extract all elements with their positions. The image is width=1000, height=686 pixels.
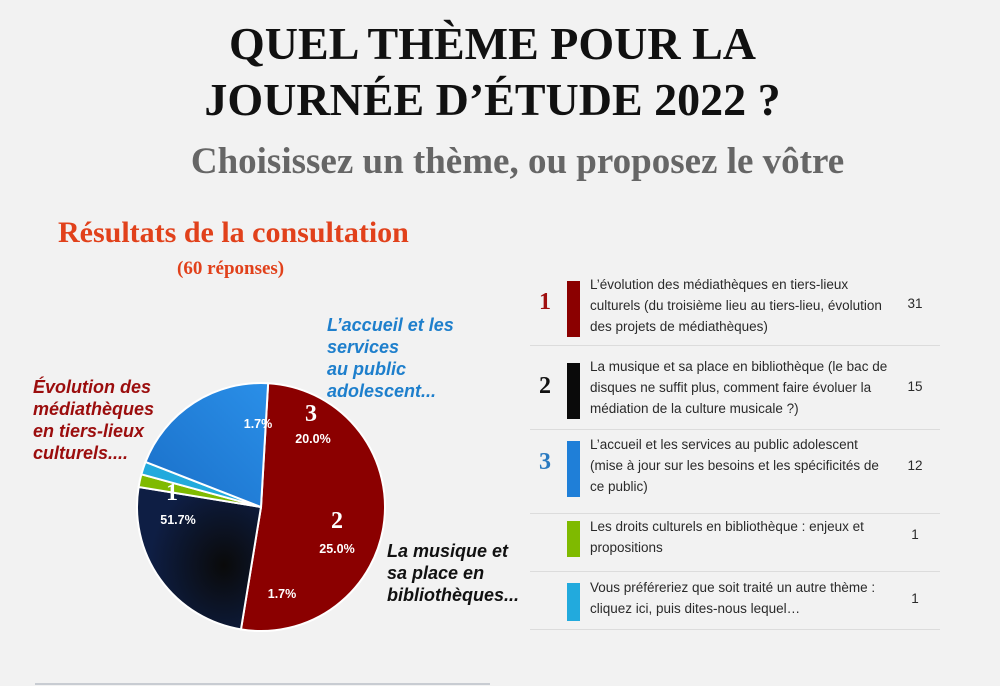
legend-row: [530, 429, 940, 514]
legend-swatch: [567, 583, 580, 621]
callout-2-line: bibliothèques...: [387, 585, 520, 605]
slice-percent-label: 1.7%: [243, 417, 273, 431]
legend-count: 31: [907, 296, 923, 311]
legend-rank: 2: [539, 373, 551, 399]
legend-rank: 3: [539, 449, 551, 475]
slice-rank-label: 1: [166, 480, 178, 506]
callout-1-line: en tiers-lieux: [33, 421, 145, 441]
bottom-divider: [35, 683, 490, 685]
title-line-1: QUEL THÈME POUR LA: [229, 18, 756, 69]
slice-rank-label: 3: [305, 401, 317, 427]
legend-rank: 1: [539, 289, 551, 315]
legend-row: [530, 271, 940, 346]
legend-count: 15: [907, 379, 923, 394]
page-subtitle: Choisissez un thème, ou proposez le vôtre: [190, 141, 845, 182]
slice-percent-label: 51.7%: [160, 513, 196, 527]
legend-count: 1: [911, 527, 919, 542]
legend-label: L’évolution des médiathèques en tiers-lieux culturels (du troisième lieu au tiers-lieu, évolution des projets de médiathèques): [590, 277, 882, 334]
slice-percent-label: 20.0%: [295, 432, 331, 446]
callout-2-line: sa place en: [387, 563, 485, 583]
callout-1-line: culturels....: [33, 443, 129, 463]
callout-3-line: L’accueil et les: [327, 315, 454, 335]
legend-count: 1: [911, 591, 919, 606]
legend-row: [530, 513, 940, 572]
legend-label: Les droits culturels en bibliothèque : enjeux et propositions: [590, 519, 864, 555]
callout-2-line: La musique et: [387, 541, 509, 561]
legend-swatch: [567, 441, 580, 497]
legend-swatch: [567, 281, 580, 337]
legend-row: [530, 345, 940, 430]
legend-row: [530, 571, 940, 630]
slice-percent-label: 25.0%: [319, 542, 355, 556]
callout-1-line: médiathèques: [33, 399, 155, 419]
title-line-2: JOURNÉE D’ÉTUDE 2022 ?: [204, 74, 781, 125]
callout-3-line: au public: [327, 359, 407, 379]
slice-2: [137, 487, 261, 629]
legend-label: Vous préféreriez que soit traité un autre thème : cliquez ici, puis dites-nous lequel…: [590, 580, 876, 616]
results-count: (60 réponses): [177, 258, 285, 279]
callout-1-line: Évolution des: [33, 377, 152, 397]
legend-label: La musique et sa place en bibliothèque (le bac de disques ne suffit plus, comment faire évoluer la médiation de la culture musicale ?): [590, 359, 888, 416]
callout-3-line: adolescent...: [327, 381, 437, 401]
results-title: Résultats de la consultation: [58, 216, 409, 249]
legend-label: L’accueil et les services au public adolescent (mise à jour sur les besoins et les spécificités de ce public): [590, 437, 879, 494]
legend-count: 12: [907, 458, 923, 473]
slice-percent-label: 1.7%: [267, 587, 297, 601]
legend-swatch: [567, 521, 580, 557]
callout-3-line: services: [327, 337, 400, 357]
legend-swatch: [567, 363, 580, 419]
slice-rank-label: 2: [331, 508, 343, 534]
